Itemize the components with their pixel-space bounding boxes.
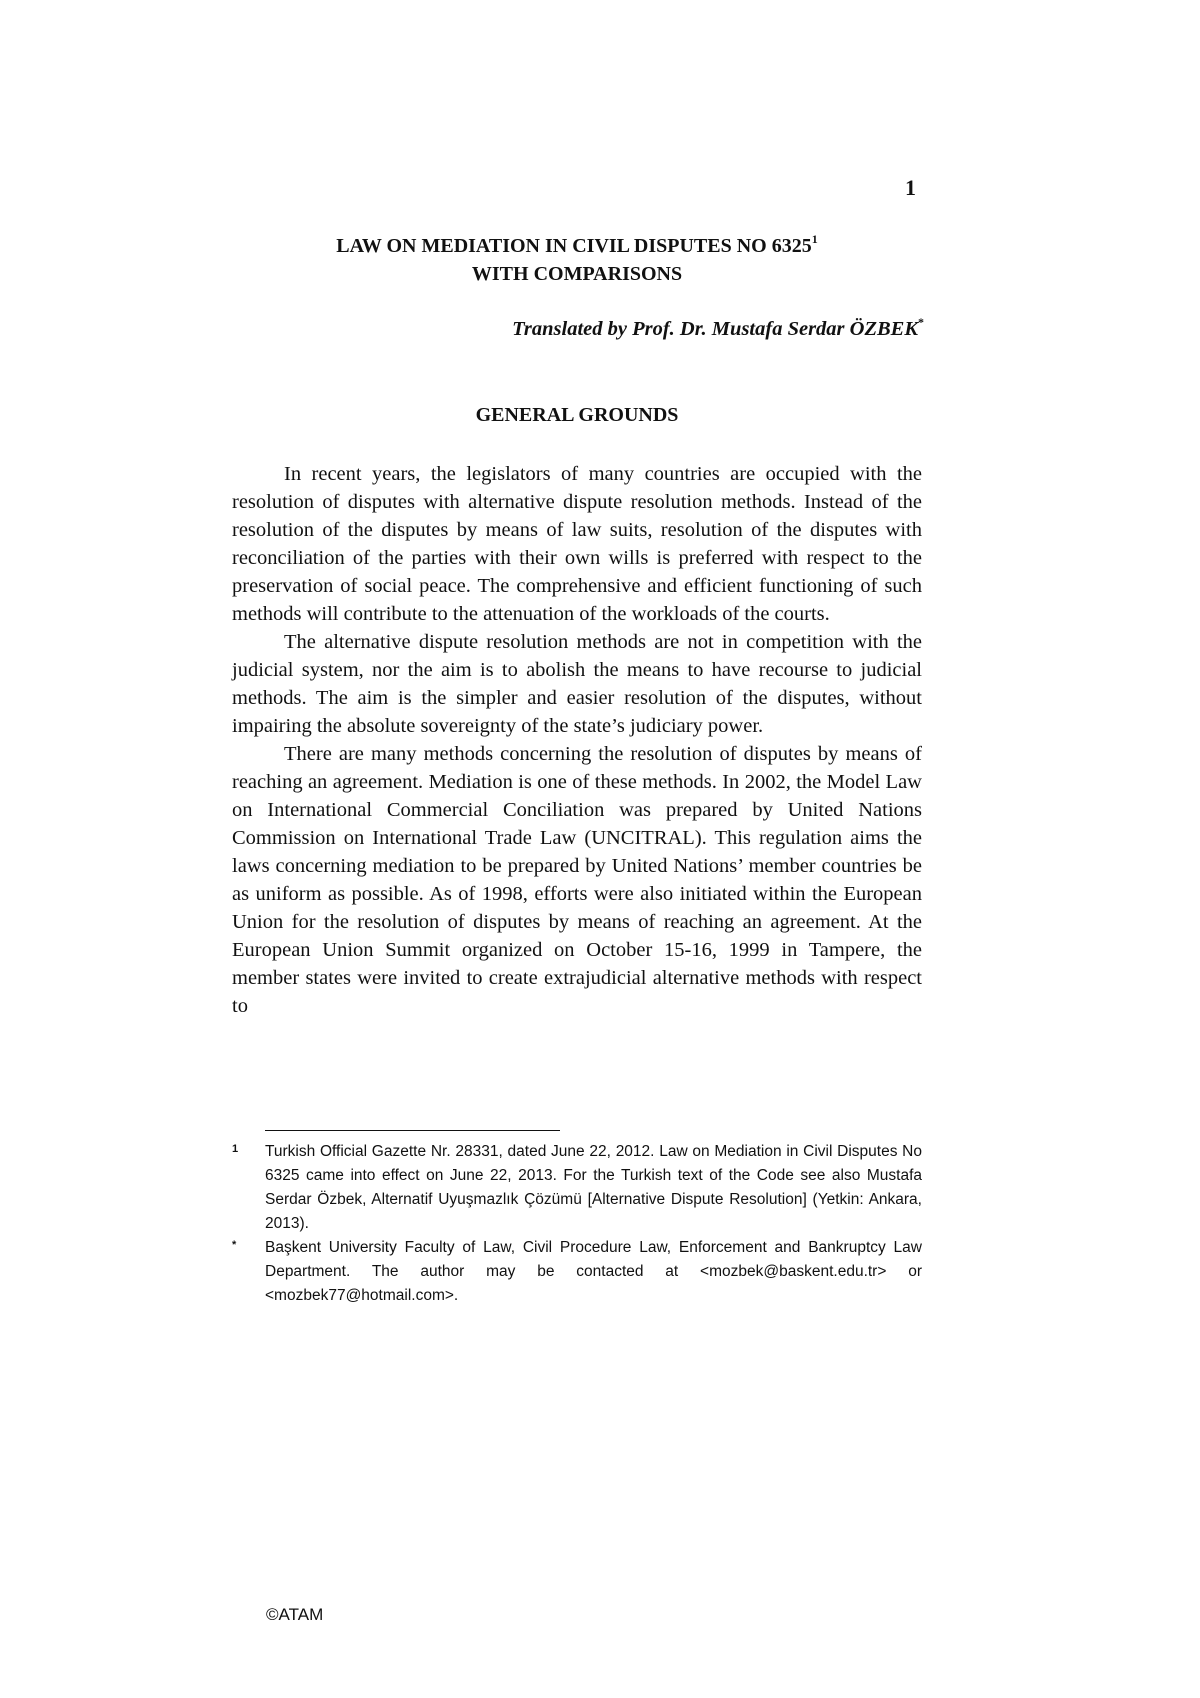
footnote-marker: * <box>232 1239 237 1251</box>
footer-copyright: ©ATAM <box>266 1605 324 1624</box>
title-footnote-ref[interactable]: 1 <box>811 232 818 246</box>
title-line-1-text: LAW ON MEDIATION IN CIVIL DISPUTES NO 6325 <box>336 235 812 257</box>
document-title <box>232 232 922 288</box>
title-line-1 <box>232 232 922 260</box>
paragraph: The alternative dispute resolution methods are not in competition with the judicial system, nor the aim is to abolish the means to have recourse to judicial methods. The aim is the simpler and easier resolution of the disputes, without impairing the absolute sovereignty of the state’s judiciary power. <box>232 631 922 737</box>
page-number: 1 <box>905 175 916 200</box>
translator-text: Translated by Prof. Dr. Mustafa Serdar ÖZBEK <box>512 318 918 340</box>
body-text <box>232 460 922 1020</box>
paragraph: In recent years, the legislators of many countries are occupied with the resolution of disputes with alternative dispute resolution methods. Instead of the resolution of the disputes by means of law suits, resolution of the disputes with reconciliation of the parties with their own wills is preferred with respect to the preservation of social peace. The comprehensive and efficient functioning of such methods will contribute to the attenuation of the workloads of the courts. <box>232 463 922 625</box>
footnote-text: Turkish Official Gazette Nr. 28331, dated June 22, 2012. Law on Mediation in Civil Disputes No 6325 came into effect on June 22, 2013. For the Turkish text of the Code see also Mustafa Serdar Özbek, Alternatif Uyuşmazlık Çözümü [Alternative Dispute Resolution] (Yetkin: Ankara, 2013). <box>265 1143 922 1232</box>
translator-credit <box>512 315 924 341</box>
paragraph: There are many methods concerning the resolution of disputes by means of reaching an agreement. Mediation is one of these methods. In 2002, the Model Law on International Commercial Conciliation was prepared by United Nations Commission on International Trade Law (UNCITRAL). This regulation aims the laws concerning mediation to be prepared by United Nations’ member countries be as uniform as possible. As of 1998, efforts were also initiated within the European Union for the resolution of disputes by means of reaching an agreement. At the European Union Summit organized on October 15-16, 1999 in Tampere, the member states were invited to create extrajudicial alternative methods with respect to <box>232 743 922 1017</box>
footnote <box>232 1236 922 1308</box>
footnotes <box>232 1140 922 1308</box>
footnote <box>232 1140 922 1236</box>
section-heading: GENERAL GROUNDS <box>475 404 679 426</box>
footnote-marker: 1 <box>232 1143 239 1155</box>
footnote-text: Başkent University Faculty of Law, Civil Procedure Law, Enforcement and Bankruptcy Law Department. The author may be contacted at <mozbek@baskent.edu.tr> or <mozbek77@hotmail.com>. <box>265 1239 922 1304</box>
translator-footnote-ref[interactable]: * <box>918 315 924 329</box>
footnote-separator <box>265 1130 560 1131</box>
title-line-2: WITH COMPARISONS <box>471 263 683 285</box>
